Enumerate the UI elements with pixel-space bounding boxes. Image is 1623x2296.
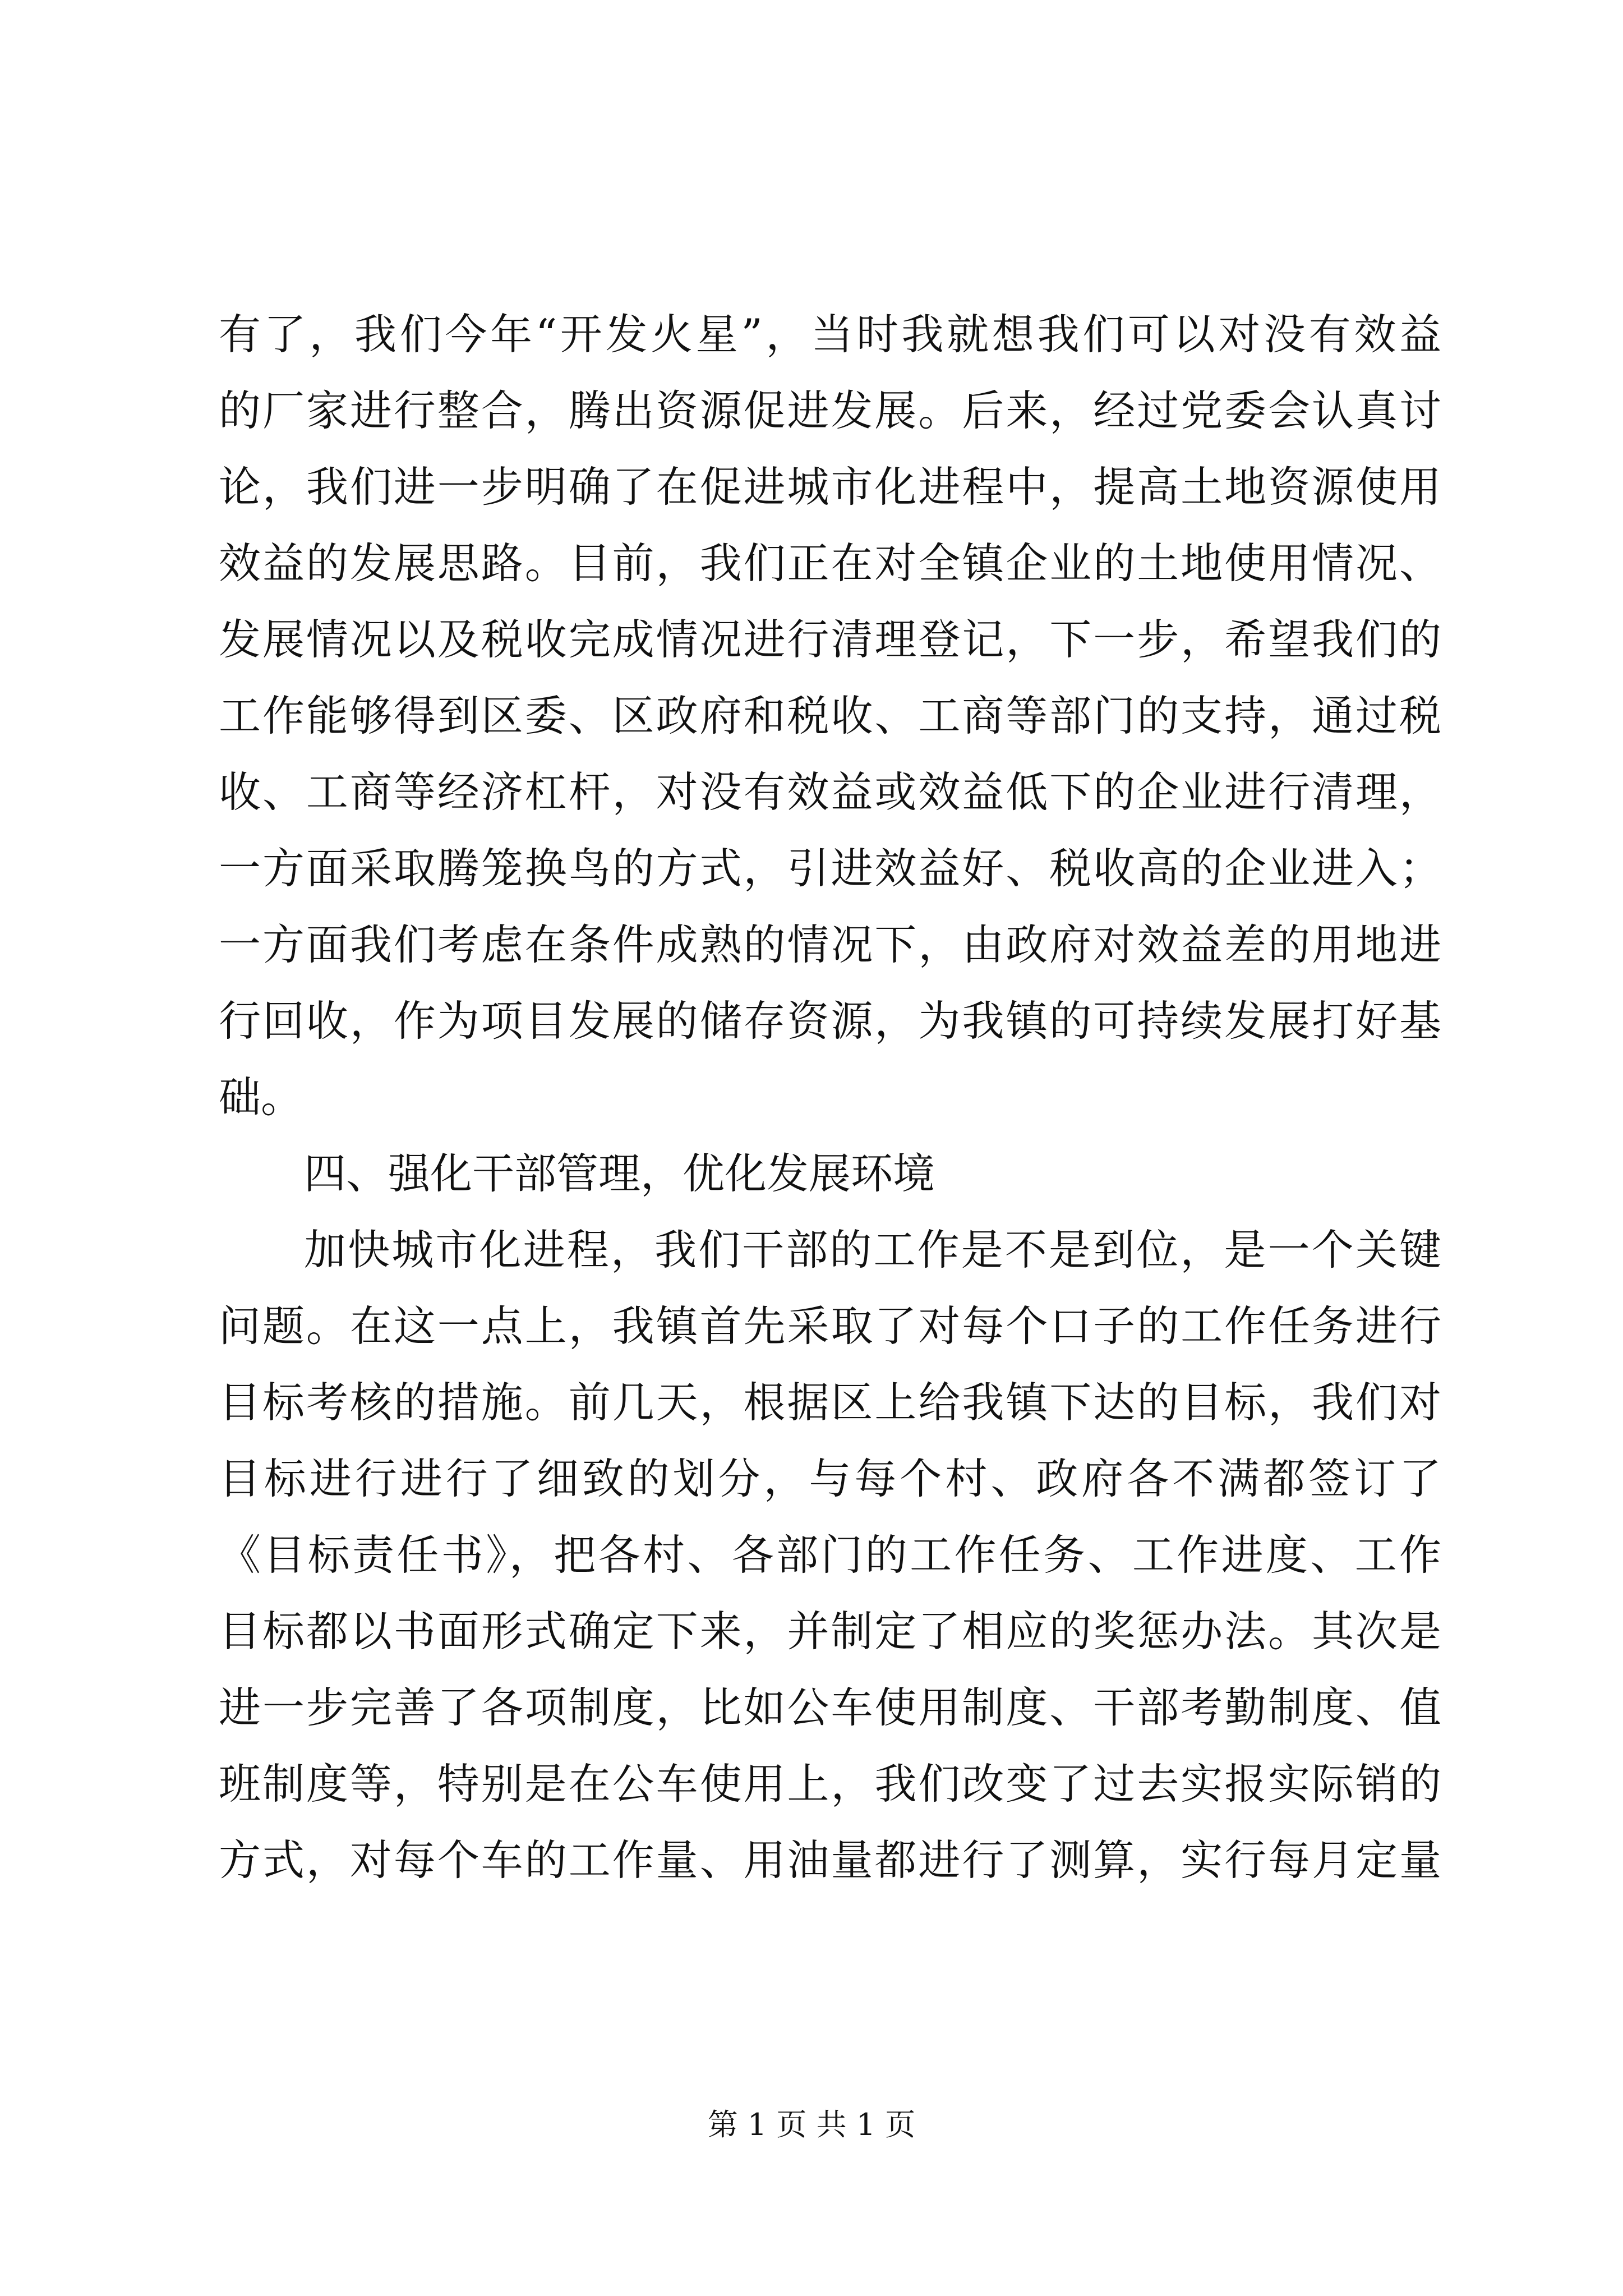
text-line: 方式，对每个车的工作量、用油量都进行了测算，实行每月定量 — [219, 1835, 1441, 1885]
text-line: 论，我们进一步明确了在促进城市化进程中，提高土地资源使用 — [219, 462, 1441, 512]
text-line: 发展情况以及税收完成情况进行清理登记，下一步，希望我们的 — [219, 615, 1441, 664]
body-text — [219, 296, 1441, 1898]
text-line: 有了，我们今年“开发火星”，当时我就想我们可以对没有效益 — [219, 310, 1441, 359]
text-line: 进一步完善了各项制度，比如公车使用制度、干部考勤制度、值 — [219, 1683, 1441, 1732]
text-line: 加快城市化进程，我们干部的工作是不是到位，是一个关键 — [304, 1225, 1441, 1274]
text-line: 目标考核的措施。前几天，根据区上给我镇下达的目标，我们对 — [219, 1378, 1441, 1427]
text-line: 收、工商等经济杠杆，对没有效益或效益低下的企业进行清理， — [219, 767, 1441, 817]
text-line: 的厂家进行整合，腾出资源促进发展。后来，经过党委会认真讨 — [219, 386, 1441, 435]
text-line: 《目标责任书》，把各村、各部门的工作任务、工作进度、工作 — [219, 1530, 1441, 1580]
text-line: 效益的发展思路。目前，我们正在对全镇企业的土地使用情况、 — [219, 539, 1441, 588]
text-line: 一方面采取腾笼换鸟的方式，引进效益好、税收高的企业进入； — [219, 844, 1441, 893]
text-line: 目标进行进行了细致的划分，与每个村、政府各不满都签订了 — [219, 1454, 1441, 1503]
text-line: 目标都以书面形式确定下来，并制定了相应的奖惩办法。其次是 — [219, 1607, 1441, 1656]
section-heading: 四、强化干部管理，优化发展环境 — [304, 1149, 935, 1198]
text-line: 工作能够得到区委、区政府和税收、工商等部门的支持，通过税 — [219, 691, 1441, 740]
text-line: 班制度等，特别是在公车使用上，我们改变了过去实报实际销的 — [219, 1759, 1441, 1809]
text-line: 础。 — [219, 1073, 303, 1122]
text-line: 问题。在这一点上，我镇首先采取了对每个口子的工作任务进行 — [219, 1301, 1441, 1351]
text-line: 行回收，作为项目发展的储存资源，为我镇的可持续发展打好基 — [219, 996, 1441, 1046]
page-footer: 第 1 页 共 1 页 — [707, 2107, 916, 2142]
text-line: 一方面我们考虑在条件成熟的情况下，由政府对效益差的用地进 — [219, 920, 1441, 969]
